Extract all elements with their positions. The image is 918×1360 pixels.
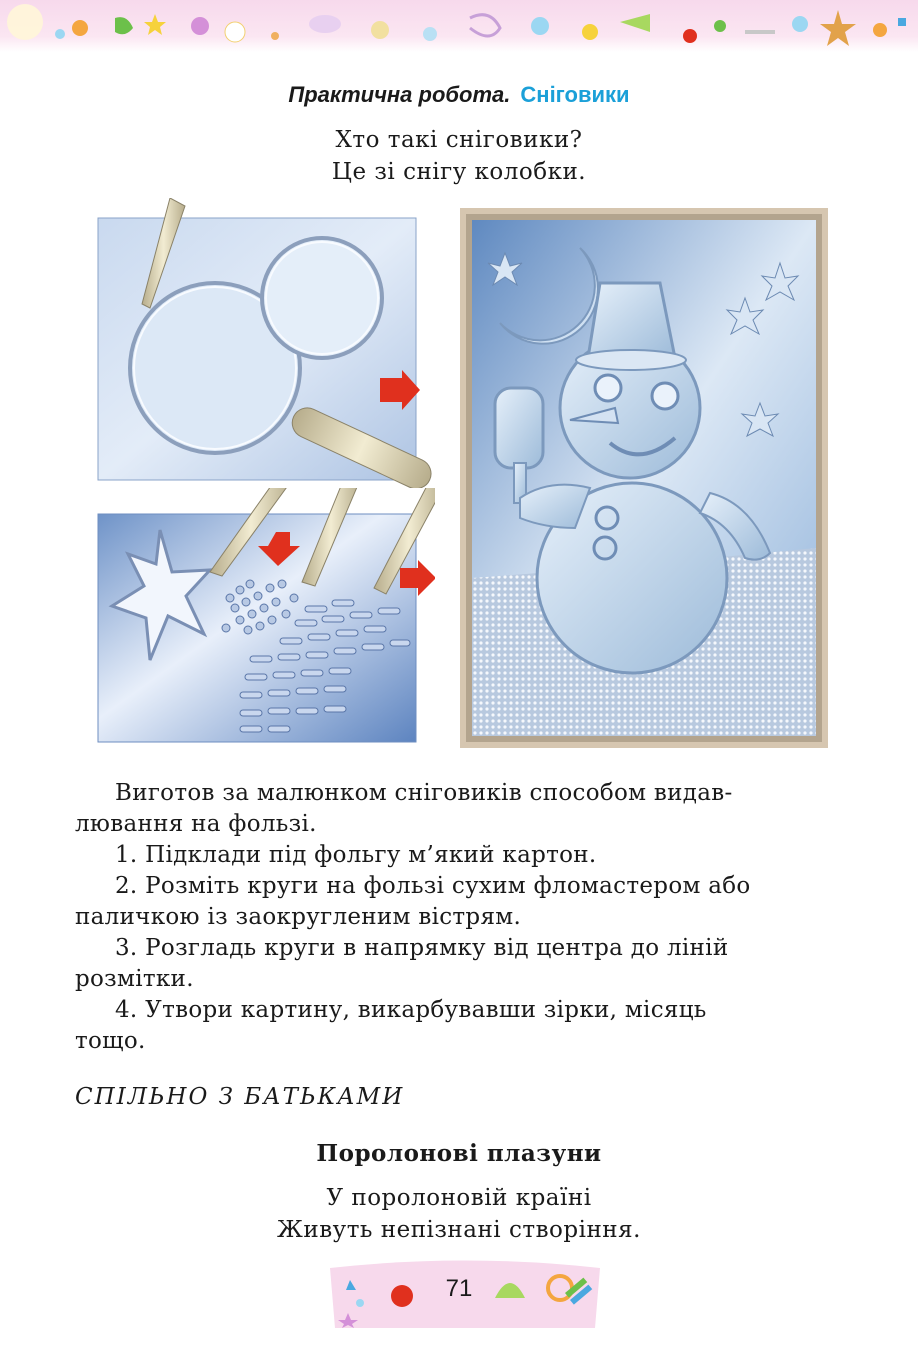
practical-work-heading	[0, 82, 918, 108]
step-4-cont: тощо.	[75, 1028, 146, 1054]
step-3-cont: розмітки.	[75, 966, 194, 992]
illustration-marking-circles	[90, 198, 435, 488]
page-number: 71	[445, 1275, 473, 1302]
instructions-text	[75, 778, 839, 1057]
poem-line: Хто такі сніговики?	[335, 127, 583, 153]
top-decorative-border	[0, 0, 918, 52]
poem-line: У поролоновій країні	[326, 1185, 592, 1211]
illustration-snowman-picture	[460, 208, 828, 748]
step-2-cont: паличкою із заокругленим вістрям.	[75, 904, 522, 930]
poem-line: Це зі снігу колобки.	[331, 159, 587, 185]
subsection-title: Поролонові плазуни	[316, 1140, 602, 1167]
section-title: СПІЛЬНО З БАТЬКАМИ	[75, 1084, 405, 1110]
intro-line: лювання на фользі.	[75, 811, 317, 837]
step-2: 2. Розміть круги на фользі сухим фломастером або	[115, 873, 751, 899]
heading-label: Практична робота.	[288, 82, 511, 107]
step-1: 1. Підклади під фольгу м’який картон.	[115, 842, 597, 868]
step-3: 3. Розгладь круги в напрямку від центра до ліній	[115, 935, 729, 961]
step-4: 4. Утвори картину, викарбувавши зірки, місяць	[115, 997, 707, 1023]
illustration-embossing-star	[90, 488, 435, 750]
heading-title: Сніговики	[520, 82, 630, 107]
poem-line: Живуть непізнані створіння.	[277, 1217, 641, 1243]
poem-intro	[0, 124, 918, 188]
intro-line: Виготов за малюнком сніговиків способом видав-	[115, 780, 733, 806]
poem-closing	[0, 1182, 918, 1246]
